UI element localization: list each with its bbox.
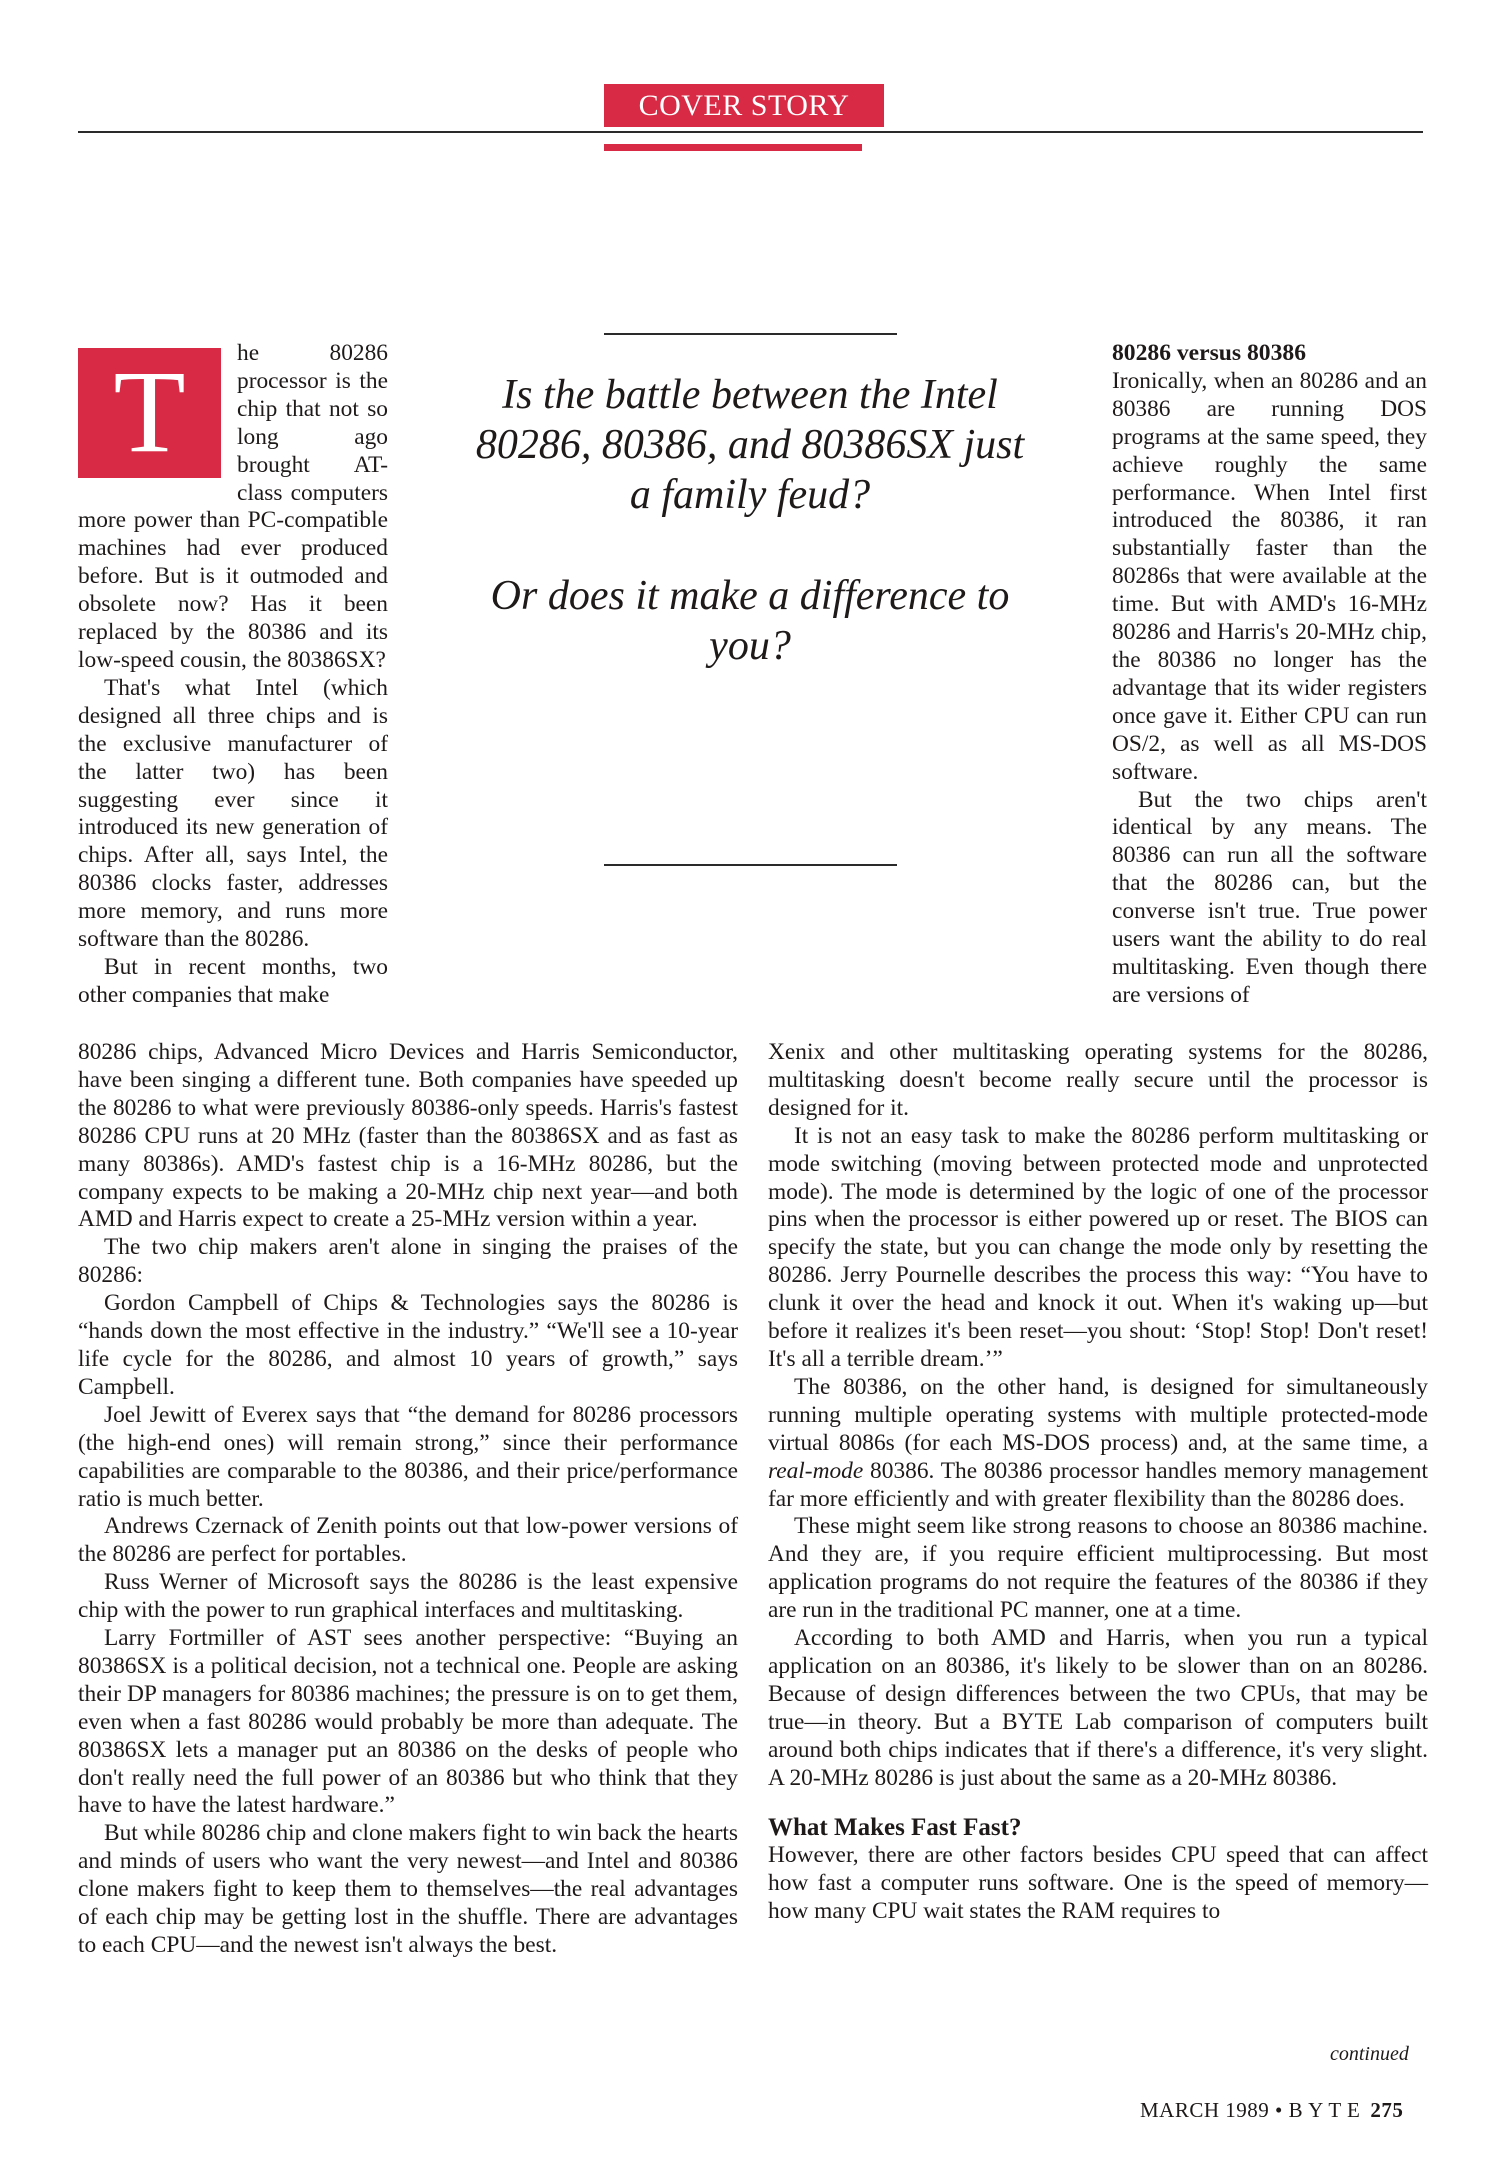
paragraph: Joel Jewitt of Everex says that “the demand for 80286 processors (the high-end ones) will remain strong,” since their performance capabilities are comparable to the 80386, and their price/performance ratio is much better. <box>78 1401 738 1512</box>
paragraph: But the two chips aren't identical by any means. The 80386 can run all the software that the 80286 can, but the converse isn't true. True power users want the ability to do real multitasking. Even though there are versions of <box>1112 786 1427 1008</box>
subheading: What Makes Fast Fast? <box>768 1814 1022 1842</box>
article-column-right-top <box>1112 340 1427 1010</box>
section-label: COVER STORY <box>604 84 884 127</box>
paragraph: Russ Werner of Microsoft says the 80286 is the least expensive chip with the power to run graphical interfaces and multitasking. <box>78 1569 738 1624</box>
pull-quote-bottom-rule <box>604 864 897 866</box>
paragraph: However, there are other factors besides CPU speed that can affect how fast a computer runs software. One is the speed of memory—how many CPU wait states the RAM requires to <box>768 1842 1428 1925</box>
page-footer <box>1140 2098 1403 2123</box>
paragraph: According to both AMD and Harris, when you run a typical application on an 80386, it's likely to be slower than on an 80286. Because of design differences between the two CPUs, that may be true—in theory. But a BYTE Lab comparison of computers built around both chips indicates that if there's a difference, it's very slight. A 20-MHz 80286 is just about the same as a 20-MHz 80386. <box>768 1625 1428 1791</box>
paragraph: It is not an easy task to make the 80286 perform multitasking or mode switching (moving between protected mode and unprotected mode). The mode is determined by the logic of one of the processor pins when the processor is either powered up or reset. The BIOS can specify the state, but you can change the mode only by resetting the 80286. Jerry Pournelle describes the process this way: “You have to clunk it over the head and knock it out. When it's waking up—but before it realizes it's been reset—you shout: ‘Stop! Stop! Don't reset! It's all a terrible dream.’” <box>768 1122 1428 1372</box>
article-column-left-top <box>78 340 388 1010</box>
paragraph: The 80386, on the other hand, is designed for simultaneously running multiple operating systems with multiple protected-mode virtual 8086s (for each MS-DOS process) and, at the same time, a real-mode 80386. The 80386 processor handles memory management far more efficiently and with greater flexibility than the 80286 does. <box>768 1373 1428 1512</box>
header-rule <box>78 131 1423 133</box>
paragraph: Gordon Campbell of Chips & Technologies says the 80286 is “hands down the most effective in the industry.” “We'll see a 10-year life cycle for the 80286, and almost 10 years of growth,” says Campbell. <box>78 1290 738 1400</box>
article-intro: he 80286 processor is the chip that not so long ago brought AT-class computers more power than PC-compatible machines had ever produced before. But is it outmoded and obsolete now? Has it been replaced by the 80386 and its low-speed cousin, the 80386SX? <box>78 340 388 673</box>
drop-cap: T <box>78 348 221 478</box>
article-column-right <box>768 1039 1428 1926</box>
paragraph: Ironically, when an 80286 and an 80386 are running DOS programs at the same speed, they achieve roughly the same performance. When Intel first introduced the 80386, it ran substantially faster than the 80286s that were available at the time. But with AMD's 16-MHz 80286 and Harris's 20-MHz chip, the 80386 no longer has the advantage that its wider registers once gave it. Either CPU can run OS/2, as well as all MS-DOS software. <box>1112 367 1427 785</box>
pull-quote-top-rule <box>604 333 897 335</box>
paragraph: That's what Intel (which designed all three chips and is the exclusive manufacturer of the latter two) has been suggesting ever since it introduced its new generation of chips. After all, says Intel, the 80386 clocks faster, addresses more memory, and runs more software than the 80286. <box>78 674 388 953</box>
article-column-left <box>78 1039 738 1960</box>
paragraph: Larry Fortmiller of AST sees another perspective: “Buying an 80386SX is a political decision, not a technical one. People are asking their DP managers for 80386 machines; the pressure is on to get them, even when a fast 80286 would probably be more than adequate. The 80386SX lets a manager put an 80386 on the desks of people who don't really need the full power of an 80386 but who think that they have to have the latest hardware.” <box>78 1625 738 1819</box>
paragraph: The two chip makers aren't alone in singing the praises of the 80286: <box>78 1234 738 1289</box>
subheading: 80286 versus 80386 <box>1112 340 1306 366</box>
paragraph: These might seem like strong reasons to choose an 80386 machine. And they are, if you require efficient multiprocessing. But most application programs do not require the features of the 80386 if they are run in the traditional PC manner, one at a time. <box>768 1513 1428 1624</box>
emphasis: real-mode <box>768 1457 864 1484</box>
paragraph: But in recent months, two other companies that make <box>78 953 388 1008</box>
paragraph: But while 80286 chip and clone makers fight to win back the hearts and minds of users who want the very newest—and Intel and 80386 clone makers fight to keep them to themselves—the real advantages of each chip may be getting lost in the shuffle. There are advantages to each CPU—and the newest isn't always the best. <box>78 1820 738 1958</box>
paragraph: Andrews Czernack of Zenith points out that low-power versions of the 80286 are perfect for portables. <box>78 1513 738 1568</box>
pull-quote-followup: Or does it make a difference to you? <box>490 573 1010 669</box>
issue-date: MARCH 1989 • B Y T E <box>1140 2098 1361 2122</box>
paragraph: Xenix and other multitasking operating systems for the 80286, multitasking doesn't become really secure until the processor is designed for it. <box>768 1039 1428 1121</box>
pull-quote-question: Is the battle between the Intel 80286, 80386, and 80386SX just a family feud? <box>475 372 1025 518</box>
pull-quote <box>470 370 1030 671</box>
paragraph: 80286 chips, Advanced Micro Devices and Harris Semiconductor, have been singing a different tune. Both companies have speeded up the 80286 to what were previously 80386-only speeds. Harris's fastest 80286 CPU runs at 20 MHz (faster than the 80386SX and as fast as many 80386s). AMD's fastest chip is a 16-MHz 80286, but the company expects to be making a 20-MHz chip next year—and both AMD and Harris expect to create a 25-MHz version within a year. <box>78 1039 738 1233</box>
accent-bar <box>604 144 862 151</box>
continued-note: continued <box>1330 2043 1409 2065</box>
page-number: 275 <box>1370 2098 1404 2122</box>
